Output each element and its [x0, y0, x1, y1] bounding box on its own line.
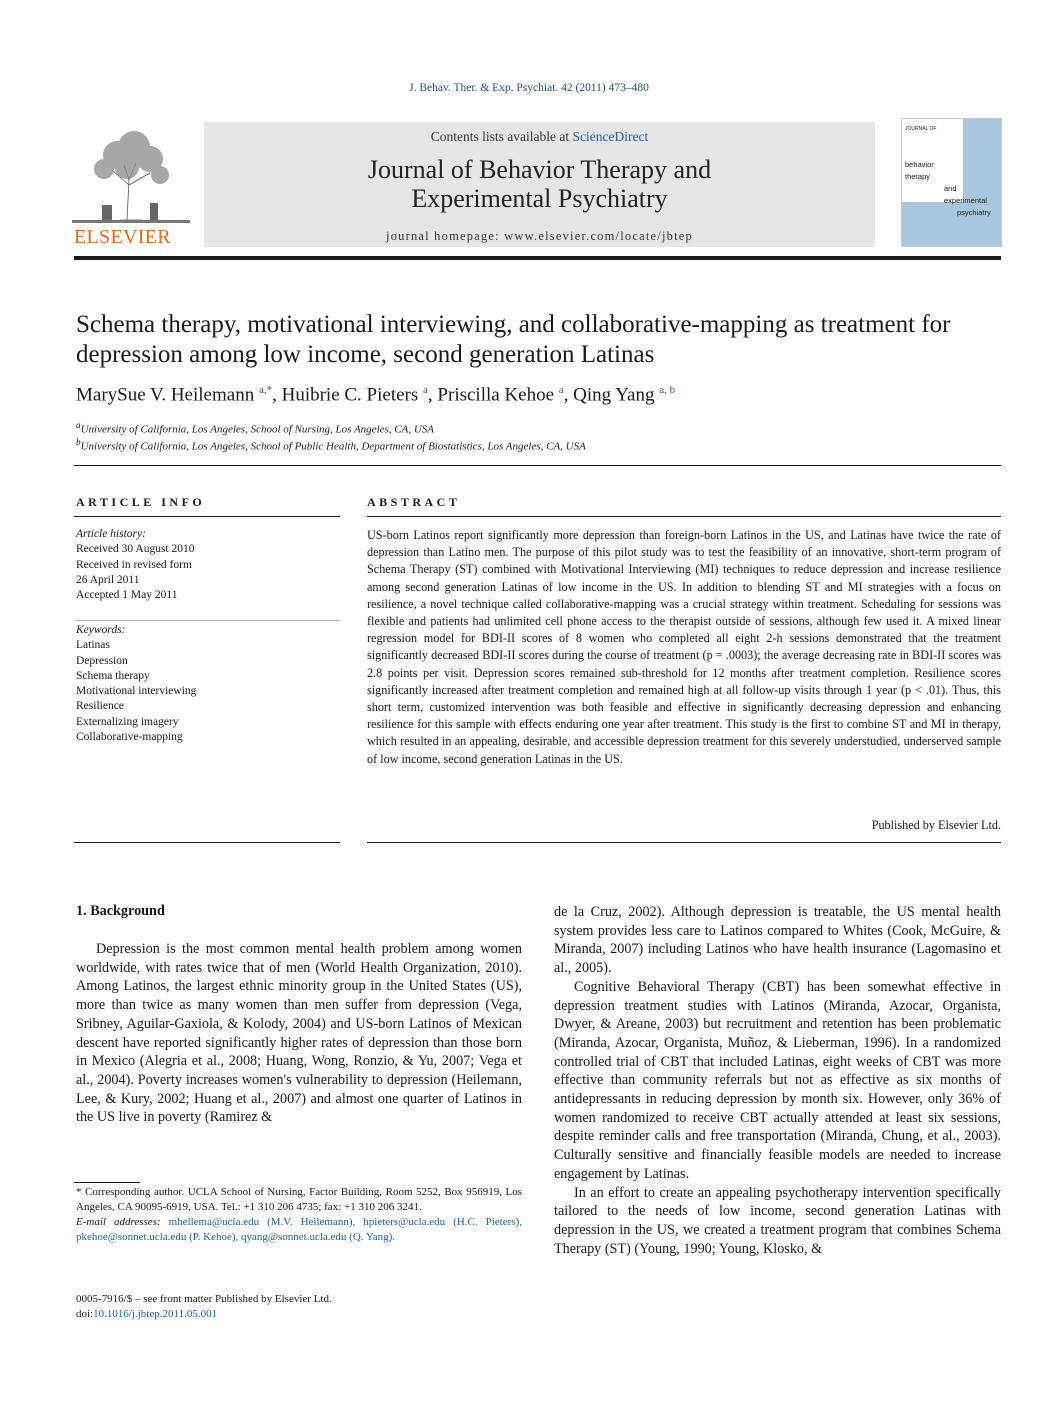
- author-affiliation-marker[interactable]: a, b: [659, 384, 676, 396]
- author-name[interactable]: Qing Yang: [573, 384, 655, 406]
- keywords-label: Keywords:: [76, 624, 126, 636]
- keyword: Collaborative-mapping: [76, 731, 183, 744]
- keyword: Motivational interviewing: [76, 685, 197, 698]
- doi-line: doi:10.1016/j.jbtep.2011.05.001: [76, 1308, 218, 1320]
- email-addresses: [76, 1215, 522, 1245]
- author-affiliation-marker[interactable]: a,*: [258, 384, 273, 396]
- article-info-heading: ARTICLE INFO: [76, 495, 206, 509]
- body-column-right: [554, 903, 1001, 1258]
- abstract-bottom-rule: [367, 842, 1001, 843]
- history-item: Received in revised form: [76, 558, 192, 571]
- keyword: Latinas: [76, 639, 110, 652]
- journal-citation[interactable]: J. Behav. Ther. & Exp. Psychiat. 42 (2011) 473–480: [409, 82, 649, 94]
- keywords-rule: [74, 620, 340, 621]
- body-paragraph: In an effort to create an appealing psychotherapy intervention specifically tailored to the needs of low income, second generation Latinas with depression in the US, we created a treatment program that combines Schema Therapy (ST) (Young, 1990; Young, Klosko, &: [554, 1184, 1001, 1257]
- contents-prefix: Contents lists available at: [430, 129, 573, 144]
- masthead-rule: [74, 256, 1001, 260]
- cover-text-and: and: [944, 184, 957, 193]
- tree-icon: [72, 125, 190, 225]
- body-paragraph: Depression is the most common mental health problem among women worldwide, with rates twice that of men (World Health Organization, 2010). Among Latinos, the largest ethnic minority group in the United States (US), more than twice as many women than men suffer from depression (Vega, Sribney, Aguilar-Gaxiola, & Kolody, 2004) and US-born Latinos of Mexican descent have reported significantly higher rates of depression than those born in Mexico (Alegria et al., 2008; Huang, Wong, Ronzio, & Yu, 2007; Vega et al., 2004). Poverty increases women's vulnerability to depression (Heilemann, Lee, & Kury, 2002; Huang et al., 2007) and almost one quarter of Latinos in the US live in poverty (Ramirez &: [76, 941, 522, 1126]
- elsevier-wordmark[interactable]: ELSEVIER: [74, 226, 171, 248]
- keyword: Depression: [76, 654, 128, 667]
- keyword: Externalizing imagery: [76, 715, 179, 728]
- history-item: 26 April 2011: [76, 573, 140, 586]
- journal-title-line-1: Journal of Behavior Therapy and: [367, 155, 712, 184]
- body-column-left: [76, 940, 522, 1127]
- author-list: MarySue V. Heilemann $^{a,*}$, Huibrie C. Pieters $^a$, Priscilla Kehoe $^a$, Qing Yang $^{a, b}$: [76, 384, 676, 406]
- header-divider: [74, 465, 1001, 466]
- author-name[interactable]: Priscilla Kehoe: [437, 384, 555, 406]
- author-name[interactable]: MarySue V. Heilemann: [76, 384, 255, 406]
- section-heading-background: 1. Background: [76, 903, 165, 919]
- footnotes: [76, 1185, 522, 1245]
- journal-title-line-2: Experimental Psychiatry: [411, 184, 668, 213]
- author-affiliation-marker[interactable]: a: [558, 384, 564, 396]
- history-label: Article history:: [76, 528, 146, 540]
- affiliation-b: $^b$University of California, Los Angeles, School of Public Health, Department of Biostatistics, Los Angeles, CA, USA: [76, 437, 586, 453]
- journal-title: [204, 155, 875, 213]
- doi-link[interactable]: 10.1016/j.jbtep.2011.05.001: [93, 1308, 218, 1320]
- corresponding-author-note: * Corresponding author. UCLA School of Nursing, Factor Building, Room 5252, Box 956919, Los Angeles, CA 90095-6919, USA. Tel.: +1 310 206 4735; fax: +1 310 206 3241.: [76, 1186, 522, 1213]
- author-affiliation-marker[interactable]: a: [423, 384, 428, 396]
- issn-doi: [76, 1292, 522, 1322]
- abstract-rule: [367, 516, 1001, 517]
- keyword: Schema therapy: [76, 669, 150, 682]
- published-by: Published by Elsevier Ltd.: [871, 818, 1001, 832]
- keywords: [76, 623, 338, 745]
- cover-text-therapy: therapy: [905, 172, 931, 181]
- homepage-prefix: journal homepage:: [386, 229, 505, 243]
- article-info-bottom-rule: [74, 842, 340, 843]
- email-label: E-mail addresses:: [76, 1216, 161, 1228]
- abstract-heading: ABSTRACT: [367, 495, 461, 509]
- affiliation-a: $^a$University of California, Los Angeles, School of Nursing, Los Angeles, CA, USA: [76, 420, 435, 436]
- contents-line: [204, 129, 875, 145]
- journal-cover-thumbnail[interactable]: [901, 118, 1002, 247]
- article-info-rule: [74, 516, 340, 517]
- cover-text-psychiatry: psychiatry: [957, 208, 991, 217]
- sciencedirect-link[interactable]: ScienceDirect: [572, 129, 649, 144]
- body-paragraph: de la Cruz, 2002). Although depression is treatable, the US mental health system provides less care to Latinos compared to Whites (Cook, McGuire, & Miranda, 2007) including Latinos who have health insurance (Lagomasino et al., 2005).: [554, 904, 1001, 977]
- footnote-rule: [74, 1182, 140, 1183]
- history-item: Received 30 August 2010: [76, 543, 195, 556]
- abstract-text: US-born Latinos report significantly more depression than foreign-born Latinos in the US, and Latinas have twice the rate of depression than Latino men. The purpose of this pilot study was to test the feasibility of an innovative, short-term program of Schema Therapy (ST) combined with Motivational Interviewing (MI) techniques to reduce depression and increase resilience among second generation Latinas of low income in the US. In addition to blending ST and MI strategies with a focus on resilience, a novel technique called collaborative-mapping was a crucial strategy within treatment. Scheduling for sessions was flexible and patients had unlimited cell phone access to the therapist outside of sessions, although few used it. A mixed linear regression model for BDI-II scores of 8 women who completed all eight 2-h sessions demonstrated that the treatment significantly decreased BDI-II scores during the course of treatment (p = .0003); the average decreasing rate in BDI-II scores was 2.8 points per visit. Depression scores remained sub-threshold for 12 months after treatment completion. Resilience scores significantly increased after treatment completion and remained high at all follow-up visits through 1 year (p < .01). Thus, this short term, customized intervention was both feasible and effective in significantly decreasing depression and enhancing resilience for this sample with effects enduring one year after treatment. This study is the first to combine ST and MI in therapy, which resulted in an appealing, desirable, and accessible depression treatment for this severely understudied, underserved sample of low income, second generation Latinas in the US.: [367, 528, 1001, 766]
- email-list[interactable]: mhellema@ucla.edu (M.V. Heilemann), hpieters@ucla.edu (H.C. Pieters), pkehoe@sonnet.ucla.edu (P. Kehoe), qyang@sonnet.ucla.edu (Q. Yang).: [76, 1216, 522, 1243]
- cover-text-journal-of: JOURNAL OF: [905, 126, 937, 132]
- homepage-link[interactable]: www.elsevier.com/locate/jbtep: [504, 229, 693, 243]
- article-history: [76, 527, 338, 603]
- cover-text-experimental: experimental: [944, 196, 987, 205]
- journal-homepage: [204, 229, 875, 244]
- issn-line: 0005-7916/$ – see front matter Published by Elsevier Ltd.: [76, 1293, 332, 1305]
- article-title: Schema therapy, motivational interviewing, and collaborative-mapping as treatment for depression among low income, second generation Latinas: [76, 311, 951, 368]
- author-name[interactable]: Huibrie C. Pieters: [281, 384, 419, 406]
- history-item: Accepted 1 May 2011: [76, 589, 178, 602]
- cover-text-behavior: behavior: [905, 160, 934, 169]
- body-paragraph: Cognitive Behavioral Therapy (CBT) has been somewhat effective in depression treatment studies with Latinos (Miranda, Azocar, Organista, Dwyer, & Areane, 2003) but recruitment and retention has been problematic (Miranda, Azocar, Organista, Muñoz, & Lieberman, 1996). In a randomized controlled trial of CBT that included Latinas, eight weeks of CBT was more effective than community referrals but not as effective as six months of antidepressants in reducing depression by month six. However, only 36% of women randomized to receive CBT actually attended at least six sessions, despite reminder calls and free transportation (Miranda, Chung, et al., 2003). Culturally sensitive and financially feasible models are needed to increase engagement by Latinas.: [554, 978, 1001, 1182]
- keyword: Resilience: [76, 700, 124, 713]
